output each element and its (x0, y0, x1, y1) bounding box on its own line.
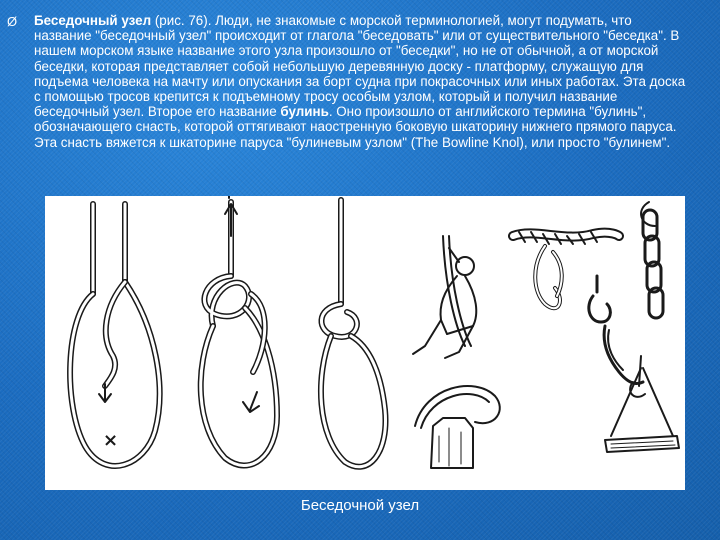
up-arrow-icon (225, 204, 237, 236)
knot-step-3-drawing (321, 200, 386, 467)
term-bulin: булинь (280, 104, 329, 120)
chain-drawing (641, 202, 663, 318)
bullet-marker: Ø (7, 14, 18, 29)
cross-mark: × (103, 430, 119, 451)
knot-step-1-drawing (70, 204, 160, 466)
stump-knot-drawing (415, 386, 500, 468)
bowline-knot-illustration (45, 196, 685, 490)
man-on-rope-drawing (413, 236, 476, 358)
rope-hitch-drawing (513, 232, 619, 308)
paragraph-text-part-1: (рис. 76). Люди, не знакомые с морской терминологией, могут подумать, что название "беседочный узел" происходит от глагола "беседовать" или от существительного "беседка". В нашем морском языке название этого узла произошло от "беседки", но не от обычной, а от морской беседки, которая представляет собой небольшую деревянную доску - платформу, служащую для подъема человека на мачту или опускания за борт судна при покрасочных или иных работах. Эта доска с помощью тросов крепится к подъемному тросу особым узлом, который и получил название беседочный узел. Второе его название (34, 13, 686, 120)
figure-caption: Беседочной узел (300, 497, 420, 514)
paragraph-text-part-2: . Оно произошло от английского термина "булинь", обозначающего снасть, которой оттягивают наостренную боковую шкаторину нижнего прямого паруса. Эта снасть вяжется к шкаторине паруса "булиневым узлом" (The Bowline Knol), или просто "булинем". (34, 104, 677, 150)
knot-step-2-drawing (201, 196, 277, 466)
hook-knot-drawing (589, 276, 643, 384)
term-title: Беседочный узел (34, 13, 152, 28)
slide-paragraph (34, 13, 688, 150)
